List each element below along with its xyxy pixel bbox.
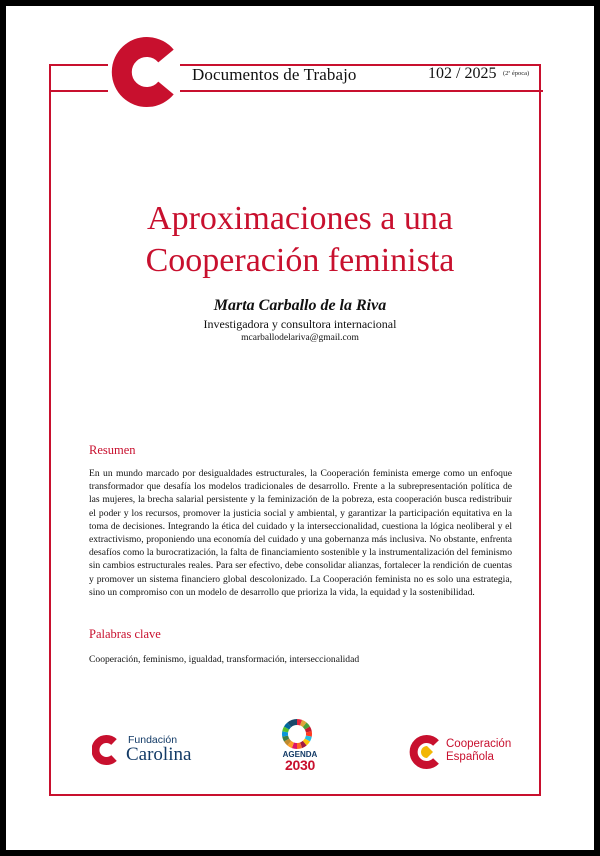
author-affiliation: Investigadora y consultora internacional — [203, 317, 397, 331]
carolina-label: Carolina — [126, 744, 192, 765]
issue-epoch: (2ª época) — [503, 70, 530, 77]
agenda-year-label: 2030 — [285, 757, 315, 773]
keywords-heading: Palabras clave — [89, 627, 161, 641]
fundacion-carolina-logo-icon — [92, 734, 120, 766]
author-name: Marta Carballo de la Riva — [213, 297, 387, 314]
agenda-label: AGENDA — [282, 750, 318, 759]
agenda-2030-wheel-icon — [280, 717, 314, 751]
keywords-text: Cooperación, feminismo, igualdad, transformación, interseccionalidad — [89, 654, 360, 665]
abstract-text: En un mundo marcado por desigualdades estructurales, la Cooperación feminista emerge como un enfoque transformador que desafía los modelos tradicionales de desarrollo. Frente a la subrepresentación política de las mujeres, la brecha salarial persistente y la feminización de la pobreza, esta cooperación busca redistribuir el poder y los recursos, promover la justicia social y ambiental, y garantizar la participación equitativa en la toma de decisiones. Integrando la ética del cuidado y la interseccionalidad, cuestiona la lógica neoliberal y el extractivismo, proponiendo una economía del cuidado y una gobernanza más inclusiva. No obstante, enfrenta desafíos como la burocratización, la falta de financiamiento sostenible y la instrumentalización del feminismo sin cambios estructurales reales. Para ser efectivo, debe consolidar alianzas, fortalecer la rendición de cuentas y promover un sistema financiero global descolonizado. La Cooperación feminista no es solo una estrategia, sino un compromiso con un modelo de desarrollo que prioriza la vida, la equidad y la sostenibilidad. — [89, 468, 512, 598]
series-title: Documentos de Trabajo — [192, 65, 357, 84]
cooperacion-label: Cooperación — [446, 738, 512, 750]
page-frame — [49, 64, 541, 796]
document-title — [60, 198, 540, 282]
title-line-1: Aproximaciones a una — [147, 200, 453, 237]
abstract-heading: Resumen — [89, 443, 136, 457]
cooperacion-espanola-logo-icon — [409, 735, 443, 769]
author-email: mcarballodelariva@gmail.com — [241, 333, 359, 343]
fundacion-label: Fundación — [128, 734, 178, 746]
issue-number: 102 / 2025 — [428, 65, 497, 82]
fundacion-carolina-c-logo-icon — [108, 34, 180, 110]
title-line-2: Cooperación feminista — [145, 242, 455, 279]
espanola-label: Española — [446, 751, 494, 763]
